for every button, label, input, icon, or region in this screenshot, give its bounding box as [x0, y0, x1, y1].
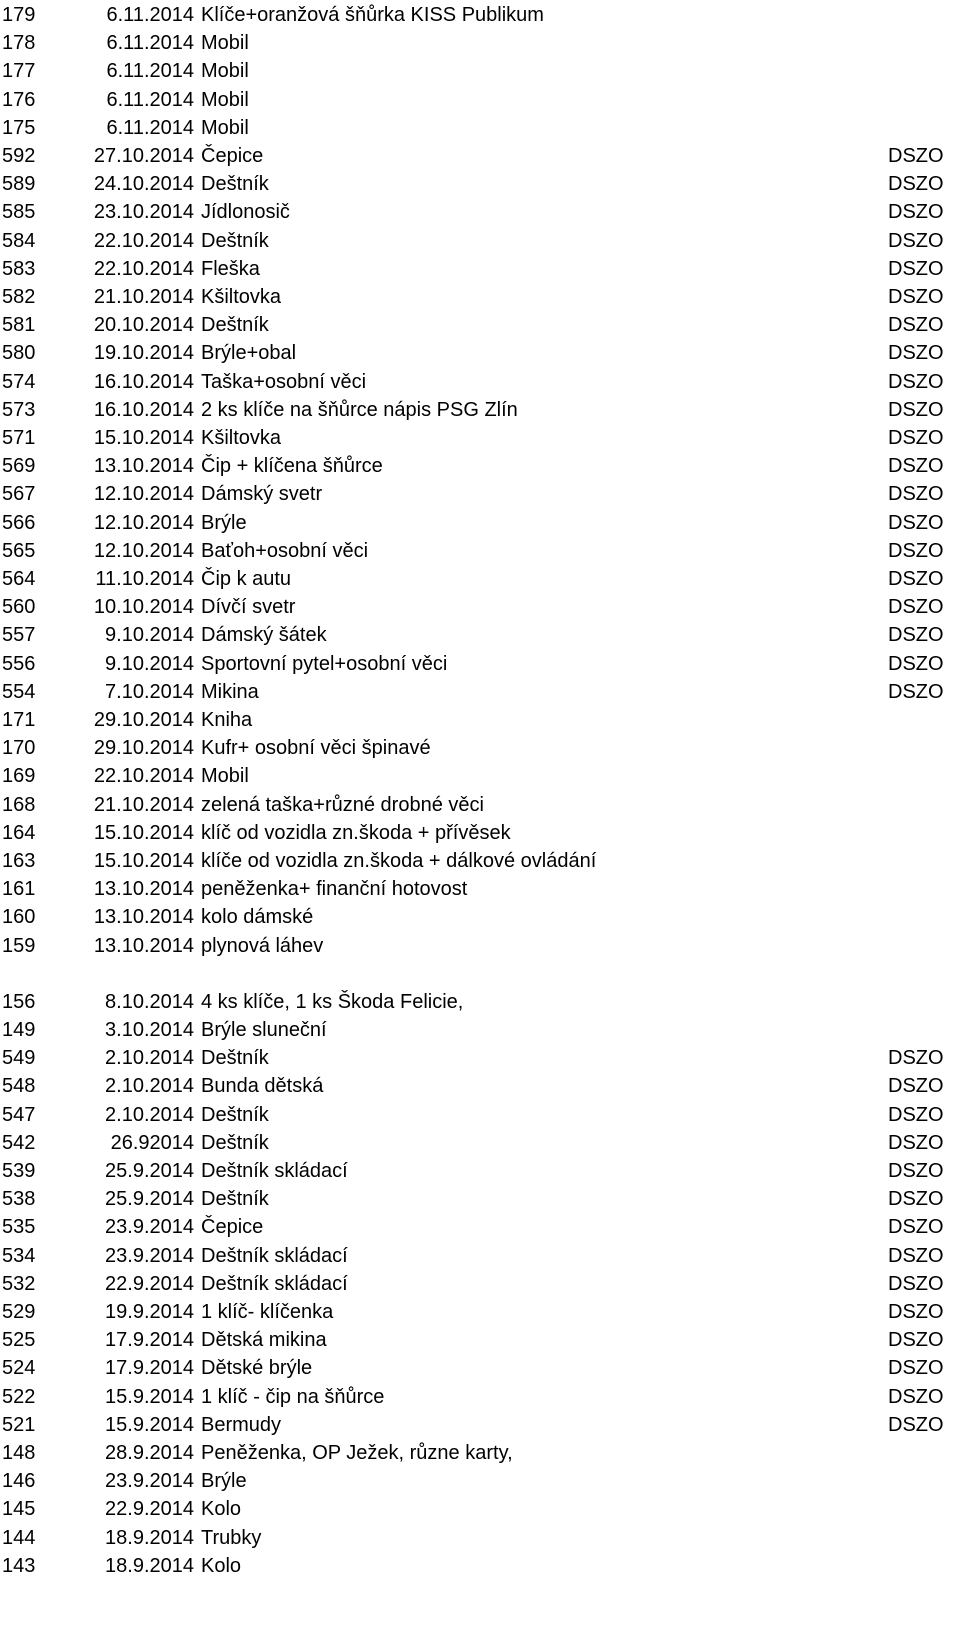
list-item	[0, 1383, 960, 1412]
item-date: 23.9.2014	[105, 1470, 194, 1493]
item-id: 163	[2, 850, 36, 872]
list-item	[0, 311, 960, 340]
item-id: 539	[2, 1160, 36, 1182]
item-description: 4 ks klíče, 1 ks Škoda Felicie,	[201, 990, 464, 1013]
item-date: 2.10.2014	[105, 1103, 194, 1126]
item-date: 10.10.2014	[93, 596, 194, 619]
list-item	[0, 819, 960, 848]
list-item	[0, 565, 960, 594]
item-description: 1 klíč- klíčenka	[201, 1301, 334, 1323]
item-date: 23.9.2014	[105, 1216, 194, 1239]
item-description: Brýle	[201, 1470, 247, 1493]
item-description: klíč od vozidla zn.škoda + přívěsek	[201, 821, 511, 844]
item-id: 547	[2, 1103, 36, 1126]
item-id: 582	[2, 286, 36, 308]
item-date: 23.10.2014	[93, 201, 194, 224]
item-id: 149	[2, 1019, 36, 1041]
item-date: 13.10.2014	[93, 906, 194, 929]
item-description: Deštník	[201, 314, 269, 337]
item-id: 584	[2, 229, 36, 252]
list-item	[0, 1270, 960, 1299]
item-date: 16.10.2014	[93, 370, 194, 393]
list-item	[0, 114, 960, 143]
item-description: 1 klíč - čip na šňůrce	[201, 1385, 385, 1408]
item-organization: DSZO	[888, 455, 944, 478]
item-description: Bermudy	[201, 1413, 282, 1436]
item-date: 3.10.2014	[105, 1019, 194, 1041]
item-description: Deštník skládací	[201, 1160, 348, 1182]
item-id: 179	[2, 4, 36, 26]
item-organization: DSZO	[888, 1160, 944, 1182]
list-item	[0, 1242, 960, 1271]
item-id: 145	[2, 1498, 36, 1521]
item-date: 12.10.2014	[93, 539, 194, 562]
item-date: 28.9.2014	[105, 1442, 194, 1464]
list-item	[0, 29, 960, 58]
item-description: Deštník skládací	[201, 1272, 348, 1295]
item-description: 2 ks klíče na šňůrce nápis PSG Zlín	[201, 398, 518, 421]
list-item	[0, 1552, 960, 1581]
item-description: kolo dámské	[201, 906, 314, 929]
item-id: 524	[2, 1357, 36, 1380]
item-description: Brýle	[201, 511, 247, 534]
list-item	[0, 142, 960, 171]
list-item	[0, 593, 960, 622]
item-date: 25.9.2014	[105, 1188, 194, 1211]
item-id: 534	[2, 1244, 36, 1267]
item-description: Dívčí svetr	[201, 596, 296, 619]
item-id: 580	[2, 342, 36, 365]
item-description: Mikina	[201, 680, 259, 703]
item-date: 22.10.2014	[93, 765, 194, 788]
item-id: 169	[2, 765, 36, 788]
item-id: 177	[2, 60, 36, 83]
item-description: zelená taška+různé drobné věci	[201, 793, 484, 816]
item-organization: DSZO	[888, 1413, 944, 1436]
item-date: 15.9.2014	[105, 1413, 194, 1436]
item-organization: DSZO	[888, 1244, 944, 1267]
item-id: 592	[2, 145, 36, 167]
item-description: Čip k autu	[201, 568, 292, 590]
list-item	[0, 903, 960, 932]
list-item	[0, 368, 960, 397]
list-item	[0, 762, 960, 791]
item-date: 15.10.2014	[93, 850, 194, 872]
item-date: 6.11.2014	[106, 4, 194, 26]
item-organization: DSZO	[888, 286, 944, 308]
item-id: 146	[2, 1470, 36, 1493]
item-id: 585	[2, 201, 36, 224]
item-date: 9.10.2014	[105, 624, 194, 647]
item-id: 548	[2, 1075, 36, 1098]
item-id: 566	[2, 511, 36, 534]
list-item	[0, 283, 960, 312]
item-date: 26.92014	[110, 1131, 194, 1154]
item-organization: DSZO	[888, 173, 944, 196]
item-description: Kšiltovka	[201, 286, 282, 308]
item-date: 13.10.2014	[93, 455, 194, 478]
item-id: 573	[2, 398, 36, 421]
item-description: Mobil	[201, 88, 249, 111]
item-organization: DSZO	[888, 257, 944, 280]
item-id: 160	[2, 906, 36, 929]
item-date: 29.10.2014	[93, 737, 194, 760]
item-organization: DSZO	[888, 398, 944, 421]
item-description: Bunda dětská	[201, 1075, 324, 1098]
item-organization: DSZO	[888, 1272, 944, 1295]
item-id: 564	[2, 568, 36, 590]
item-date: 18.9.2014	[105, 1554, 194, 1577]
item-description: Deštník	[201, 1188, 269, 1211]
item-description: Brýle sluneční	[201, 1019, 327, 1041]
item-date: 23.9.2014	[105, 1244, 194, 1267]
item-date: 7.10.2014	[105, 680, 194, 703]
list-item	[0, 734, 960, 763]
list-item	[0, 1, 960, 30]
item-description: Dámský svetr	[201, 483, 323, 506]
item-id: 522	[2, 1385, 36, 1408]
item-description: Dětská mikina	[201, 1329, 327, 1352]
item-id: 168	[2, 793, 36, 816]
item-date: 19.9.2014	[105, 1301, 194, 1323]
item-description: Mobil	[201, 60, 249, 83]
item-date: 13.10.2014	[93, 934, 194, 957]
item-organization: DSZO	[888, 596, 944, 619]
item-date: 29.10.2014	[93, 709, 194, 731]
item-organization: DSZO	[888, 1385, 944, 1408]
item-description: peněženka+ finanční hotovost	[201, 878, 468, 901]
item-date: 13.10.2014	[93, 878, 194, 901]
item-id: 542	[2, 1131, 36, 1154]
item-id: 521	[2, 1413, 36, 1436]
list-item	[0, 57, 960, 86]
list-item	[0, 452, 960, 481]
item-description: Mobil	[201, 765, 249, 788]
list-item	[0, 255, 960, 284]
item-id: 170	[2, 737, 36, 760]
item-id: 560	[2, 596, 36, 619]
item-description: Dětské brýle	[201, 1357, 313, 1380]
item-description: Brýle+obal	[201, 342, 297, 365]
item-id: 532	[2, 1272, 36, 1295]
item-date: 15.9.2014	[105, 1385, 194, 1408]
item-description: Deštník	[201, 1103, 269, 1126]
item-date: 17.9.2014	[105, 1329, 194, 1352]
item-id: 525	[2, 1329, 36, 1352]
item-description: Mobil	[201, 116, 249, 139]
list-item	[0, 1213, 960, 1242]
item-id: 571	[2, 427, 36, 449]
item-organization: DSZO	[888, 511, 944, 534]
item-organization: DSZO	[888, 1075, 944, 1098]
list-item	[0, 988, 960, 1017]
item-id: 164	[2, 821, 36, 844]
item-date: 2.10.2014	[105, 1075, 194, 1098]
list-item	[0, 791, 960, 820]
list-item	[0, 424, 960, 453]
item-description: Kufr+ osobní věci špinavé	[201, 737, 431, 760]
item-id: 148	[2, 1442, 36, 1464]
item-id: 557	[2, 624, 36, 647]
item-date: 11.10.2014	[95, 568, 194, 590]
item-organization: DSZO	[888, 427, 944, 449]
list-item	[0, 227, 960, 256]
list-item	[0, 1185, 960, 1214]
list-item	[0, 1016, 960, 1045]
list-item	[0, 1326, 960, 1355]
item-date: 15.10.2014	[93, 427, 194, 449]
item-date: 15.10.2014	[93, 821, 194, 844]
item-id: 535	[2, 1216, 36, 1239]
item-date: 6.11.2014	[106, 32, 194, 55]
list-item	[0, 706, 960, 735]
item-date: 19.10.2014	[93, 342, 194, 365]
item-date: 22.9.2014	[105, 1272, 194, 1295]
item-description: Deštník	[201, 229, 269, 252]
list-item	[0, 1129, 960, 1158]
list-item	[0, 875, 960, 904]
item-date: 6.11.2014	[106, 60, 194, 83]
list-item	[0, 396, 960, 425]
item-date: 17.9.2014	[105, 1357, 194, 1380]
item-description: Deštník	[201, 173, 269, 196]
item-id: 574	[2, 370, 36, 393]
item-date: 24.10.2014	[93, 173, 194, 196]
item-date: 21.10.2014	[93, 793, 194, 816]
list-item	[0, 339, 960, 368]
list-item	[0, 1495, 960, 1524]
item-id: 144	[2, 1526, 36, 1549]
list-item	[0, 509, 960, 538]
item-date: 6.11.2014	[106, 88, 194, 111]
item-id: 178	[2, 32, 36, 55]
item-date: 2.10.2014	[105, 1047, 194, 1070]
item-id: 549	[2, 1047, 36, 1070]
list-item	[0, 86, 960, 115]
item-id: 175	[2, 116, 36, 139]
list-item	[0, 1044, 960, 1073]
item-description: klíče od vozidla zn.škoda + dálkové ovládání	[201, 850, 597, 872]
item-id: 589	[2, 173, 36, 196]
list-item	[0, 1157, 960, 1186]
item-description: Jídlonosič	[201, 201, 290, 224]
list-item	[0, 1411, 960, 1440]
list-item	[0, 1467, 960, 1496]
item-description: Baťoh+osobní věci	[201, 539, 369, 562]
list-item	[0, 170, 960, 199]
item-date: 21.10.2014	[93, 286, 194, 308]
item-description: Sportovní pytel+osobní věci	[201, 652, 448, 675]
item-description: Čip + klíčena šňůrce	[201, 455, 383, 478]
item-description: Peněženka, OP Ježek, různe karty,	[201, 1442, 513, 1464]
list-item	[0, 1101, 960, 1130]
item-id: 583	[2, 257, 36, 280]
item-id: 567	[2, 483, 36, 506]
item-organization: DSZO	[888, 314, 944, 337]
item-organization: DSZO	[888, 483, 944, 506]
item-organization: DSZO	[888, 1188, 944, 1211]
list-item	[0, 621, 960, 650]
item-description: Fleška	[201, 257, 260, 280]
list-item	[0, 847, 960, 876]
item-description: Taška+osobní věci	[201, 370, 367, 393]
item-date: 27.10.2014	[93, 145, 194, 167]
list-item	[0, 1072, 960, 1101]
item-description: plynová láhev	[201, 934, 324, 957]
item-id: 581	[2, 314, 36, 337]
item-id: 156	[2, 990, 36, 1013]
list-item	[0, 1354, 960, 1383]
item-description: Deštník	[201, 1047, 269, 1070]
item-organization: DSZO	[888, 624, 944, 647]
item-date: 12.10.2014	[93, 483, 194, 506]
item-description: Deštník skládací	[201, 1244, 348, 1267]
item-organization: DSZO	[888, 1216, 944, 1239]
item-organization: DSZO	[888, 1329, 944, 1352]
item-organization: DSZO	[888, 539, 944, 562]
item-organization: DSZO	[888, 145, 944, 167]
item-organization: DSZO	[888, 201, 944, 224]
item-id: 176	[2, 88, 36, 111]
item-organization: DSZO	[888, 680, 944, 703]
item-id: 554	[2, 680, 36, 703]
item-organization: DSZO	[888, 229, 944, 252]
item-id: 161	[2, 878, 36, 901]
item-description: Čepice	[201, 1216, 264, 1239]
item-organization: DSZO	[888, 652, 944, 675]
item-id: 556	[2, 652, 36, 675]
item-date: 9.10.2014	[105, 652, 194, 675]
item-date: 22.9.2014	[105, 1498, 194, 1521]
item-description: Kšiltovka	[201, 427, 282, 449]
item-organization: DSZO	[888, 1301, 944, 1323]
item-description: Klíče+oranžová šňůrka KISS Publikum	[201, 4, 544, 26]
item-description: Dámský šátek	[201, 624, 327, 647]
list-item	[0, 932, 960, 961]
list-item	[0, 1298, 960, 1327]
item-organization: DSZO	[888, 342, 944, 365]
list-item	[0, 480, 960, 509]
item-id: 569	[2, 455, 36, 478]
item-description: Kniha	[201, 709, 253, 731]
item-date: 6.11.2014	[106, 116, 194, 139]
list-item	[0, 650, 960, 679]
item-date: 8.10.2014	[105, 990, 194, 1013]
item-organization: DSZO	[888, 1357, 944, 1380]
list-item	[0, 678, 960, 707]
item-id: 143	[2, 1554, 36, 1577]
item-description: Deštník	[201, 1131, 269, 1154]
item-date: 18.9.2014	[105, 1526, 194, 1549]
item-date: 16.10.2014	[93, 398, 194, 421]
list-item	[0, 198, 960, 227]
item-date: 22.10.2014	[93, 229, 194, 252]
item-date: 22.10.2014	[93, 257, 194, 280]
item-date: 20.10.2014	[93, 314, 194, 337]
item-date: 25.9.2014	[105, 1160, 194, 1182]
item-description: Kolo	[201, 1554, 242, 1577]
item-organization: DSZO	[888, 1103, 944, 1126]
list-item	[0, 1524, 960, 1553]
item-description: Čepice	[201, 145, 264, 167]
item-description: Trubky	[201, 1526, 262, 1549]
item-id: 171	[2, 709, 36, 731]
item-description: Kolo	[201, 1498, 242, 1521]
item-organization: DSZO	[888, 1047, 944, 1070]
item-date: 12.10.2014	[93, 511, 194, 534]
item-organization: DSZO	[888, 568, 944, 590]
item-id: 538	[2, 1188, 36, 1211]
item-description: Mobil	[201, 32, 249, 55]
item-organization: DSZO	[888, 370, 944, 393]
list-item	[0, 1439, 960, 1468]
item-id: 159	[2, 934, 36, 957]
item-id: 565	[2, 539, 36, 562]
item-id: 529	[2, 1301, 36, 1323]
list-item	[0, 537, 960, 566]
item-organization: DSZO	[888, 1131, 944, 1154]
